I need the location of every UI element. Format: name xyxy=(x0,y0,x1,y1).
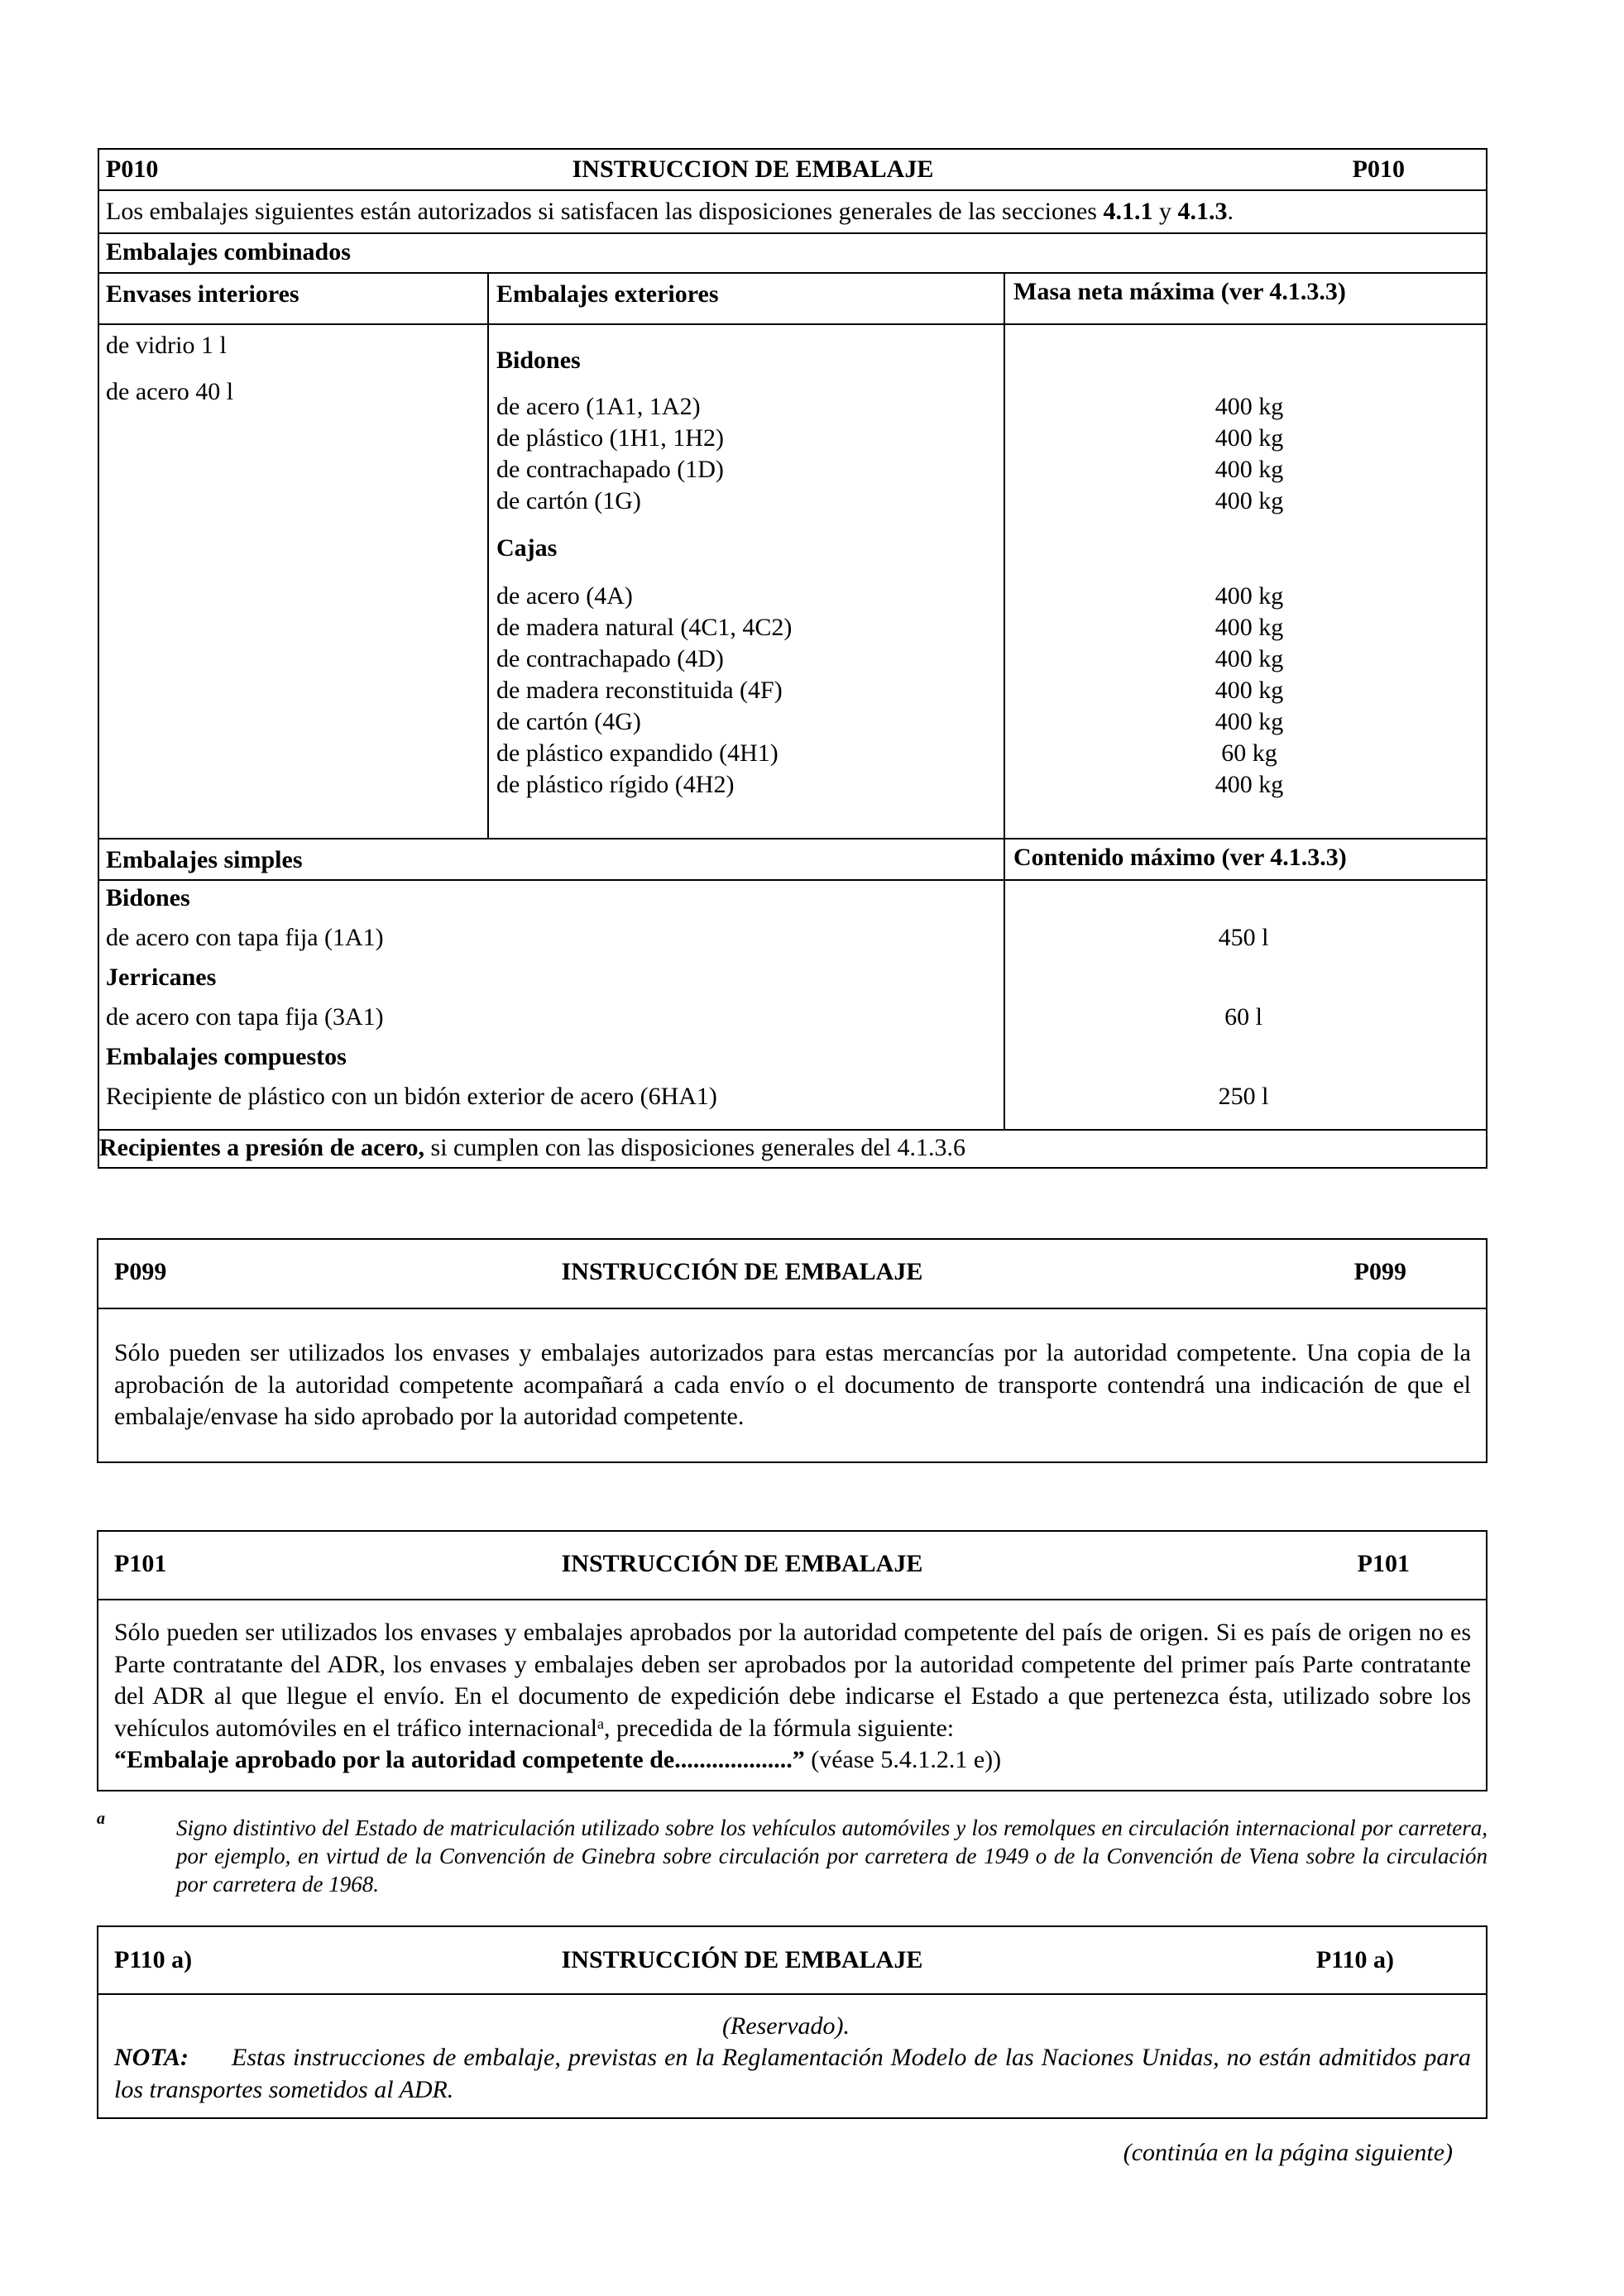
p010-caja-mass: 400 kg xyxy=(1214,708,1284,735)
p101-title: INSTRUCCIÓN DE EMBALAJE xyxy=(561,1550,923,1577)
p010-code-right: P010 xyxy=(1352,155,1405,183)
p010-simple-heading: Embalajes simples xyxy=(106,846,303,873)
p010-bidon-mass: 400 kg xyxy=(1214,393,1284,420)
p010-intro-ref2: 4.1.3 xyxy=(1177,198,1228,225)
p110a-divider xyxy=(97,1993,1487,1995)
p010-bidon-mass: 400 kg xyxy=(1214,456,1284,483)
p010-cajas-heading: Cajas xyxy=(496,534,558,562)
p010-compuestos-heading: Embalajes compuestos xyxy=(106,1043,347,1070)
p010-divider xyxy=(98,232,1487,234)
p010-compuestos-item: Recipiente de plástico con un bidón exterior de acero (6HA1) xyxy=(106,1083,717,1110)
continuation-note: (continúa en la página siguiente) xyxy=(1123,2139,1453,2166)
p010-bidon-mass: 400 kg xyxy=(1214,424,1284,452)
p110a-title: INSTRUCCIÓN DE EMBALAJE xyxy=(561,1946,923,1973)
p010-divider xyxy=(98,189,1487,191)
p101-body xyxy=(114,1617,1471,1777)
p101-code-right: P101 xyxy=(1357,1550,1410,1577)
p010-jerricanes-heading: Jerricanes xyxy=(106,964,217,991)
p010-col-outer: Embalajes exteriores xyxy=(496,280,719,308)
p110a-reserved: (Reservado). xyxy=(721,2012,850,2040)
p010-caja-mass: 400 kg xyxy=(1214,614,1284,641)
p010-divider xyxy=(98,879,1487,881)
p010-inner-item: de vidrio 1 l xyxy=(106,332,227,359)
footnote-mark: a xyxy=(97,1810,105,1828)
p110a-nota-text: Estas instrucciones de embalaje, previstas en la Reglamentación Modelo de las Naciones Unidas, no están admitidos para los transportes sometidos al ADR. xyxy=(114,2044,1471,2103)
p010-jerricanes-value: 60 l xyxy=(1224,1003,1262,1031)
p010-caja-mass: 400 kg xyxy=(1214,645,1284,672)
p099-code-right: P099 xyxy=(1353,1258,1406,1285)
p010-pressure-bold: Recipientes a presión de acero, xyxy=(99,1134,425,1161)
p010-caja-mass: 400 kg xyxy=(1214,677,1284,704)
p010-caja-item: de cartón (4G) xyxy=(496,708,641,735)
p010-bidon-item: de contrachapado (1D) xyxy=(496,456,724,483)
p010-divider xyxy=(98,323,1487,325)
p101-formula: “Embalaje aprobado por la autoridad competente de...................” xyxy=(114,1746,805,1773)
p010-simple-bidones-heading: Bidones xyxy=(106,884,190,911)
p010-divider xyxy=(1004,272,1005,879)
p010-max-content-heading: Contenido máximo (ver 4.1.3.3) xyxy=(1013,844,1347,871)
p010-intro-ref1: 4.1.1 xyxy=(1103,198,1153,225)
p010-simple-bidones-value: 450 l xyxy=(1218,924,1269,951)
p010-intro-text: Los embalajes siguientes están autorizados si satisfacen las disposiciones generales de las secciones xyxy=(106,198,1104,225)
p110a-nota-label: NOTA: xyxy=(114,2044,189,2071)
p010-inner-item: de acero 40 l xyxy=(106,378,234,405)
p110a-code-right: P110 a) xyxy=(1315,1946,1394,1973)
p010-divider xyxy=(98,1129,1487,1131)
p010-jerricanes-item: de acero con tapa fija (3A1) xyxy=(106,1003,384,1031)
p010-caja-item: de madera natural (4C1, 4C2) xyxy=(496,614,793,641)
p101-divider xyxy=(97,1599,1487,1600)
p010-bidon-item: de plástico (1H1, 1H2) xyxy=(496,424,724,452)
p099-title: INSTRUCCIÓN DE EMBALAJE xyxy=(561,1258,923,1285)
p010-caja-item: de plástico expandido (4H1) xyxy=(496,739,778,767)
p010-title: INSTRUCCION DE EMBALAJE xyxy=(572,155,934,183)
p010-bidon-item: de cartón (1G) xyxy=(496,487,641,514)
p010-col-inner: Envases interiores xyxy=(106,280,299,308)
p010-intro-end: . xyxy=(1227,198,1234,225)
p010-intro-and: y xyxy=(1152,198,1178,225)
p099-code-left: P099 xyxy=(114,1258,167,1285)
p010-caja-mass: 400 kg xyxy=(1214,582,1284,610)
p010-divider xyxy=(1004,879,1005,1129)
p010-simple-bidones-item: de acero con tapa fija (1A1) xyxy=(106,924,384,951)
p010-caja-item: de acero (4A) xyxy=(496,582,633,610)
p010-bidon-mass: 400 kg xyxy=(1214,487,1284,514)
p010-bidon-item: de acero (1A1, 1A2) xyxy=(496,393,701,420)
p010-divider xyxy=(98,838,1487,839)
p010-caja-item: de contrachapado (4D) xyxy=(496,645,724,672)
p010-col-mass: Masa neta máxima (ver 4.1.3.3) xyxy=(1013,278,1346,305)
p010-divider xyxy=(487,272,489,838)
p099-divider xyxy=(97,1308,1487,1309)
p010-pressure-rest: si cumplen con las disposiciones generales del 4.1.3.6 xyxy=(424,1134,966,1161)
p010-caja-mass: 400 kg xyxy=(1214,771,1284,798)
p010-pressure-row xyxy=(99,1132,965,1164)
p099-body: Sólo pueden ser utilizados los envases y embalajes autorizados para estas mercancías por la autoridad competente. Una copia de la aprobación de la autoridad competente acompañará a cada envío o el documento de transporte contendrá una indicación de que el embalaje/envase ha sido aprobado por la autoridad competente. xyxy=(114,1339,1471,1430)
p010-intro xyxy=(106,196,1234,227)
p101-formula-ref: (véase 5.4.1.2.1 e)) xyxy=(804,1746,1002,1773)
p010-bidones-heading: Bidones xyxy=(496,347,581,374)
p101-code-left: P101 xyxy=(114,1550,167,1577)
p010-caja-item: de madera reconstituida (4F) xyxy=(496,677,783,704)
p010-combined-heading: Embalajes combinados xyxy=(106,238,351,265)
p010-code-left: P010 xyxy=(106,155,159,183)
p101-body-end: , precedida de la fórmula siguiente: xyxy=(603,1714,955,1742)
p010-divider xyxy=(98,272,1487,274)
p010-compuestos-value: 250 l xyxy=(1218,1083,1269,1110)
footnote-text: Signo distintivo del Estado de matriculación utilizado sobre los vehículos automóviles y los remolques en circulación internacional por carretera, por ejemplo, en virtud de la Convención de Ginebra sobre circulación por carretera de 1949 o de la Convención de Viena sobre la circulación por carretera de 1968. xyxy=(176,1815,1487,1897)
p010-caja-mass: 60 kg xyxy=(1221,739,1277,767)
footnote-ref: a xyxy=(596,1715,604,1732)
p010-caja-item: de plástico rígido (4H2) xyxy=(496,771,735,798)
p110a-code-left: P110 a) xyxy=(114,1946,193,1973)
p101-body-text: Sólo pueden ser utilizados los envases y embalajes aprobados por la autoridad competente del país de origen. Si es país de origen no es Parte contratante del ADR, los envases y embalajes deben ser aprobados por la autoridad competente del primer país Parte contratante del ADR al que llegue el envío. En el documento de expedición debe indicarse el Estado a que pertenezca ésta, utilizado sobre los vehículos automóviles en el tráfico internacional xyxy=(114,1619,1471,1742)
